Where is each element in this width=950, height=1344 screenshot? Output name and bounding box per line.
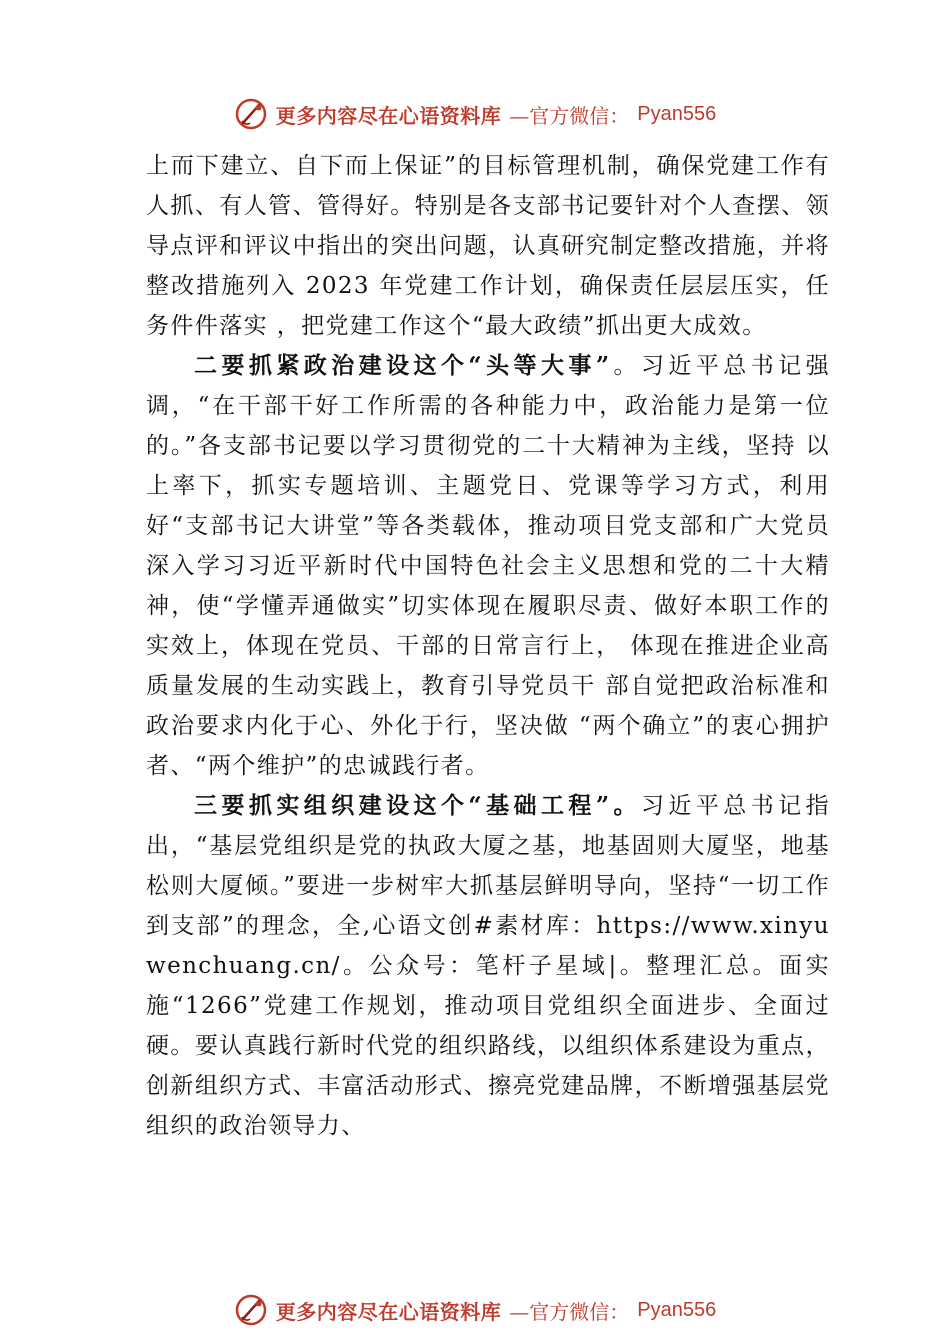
paragraph-3-lead: 三要抓实组织建设这个“基础工程”。 — [194, 792, 641, 819]
footer-watermark-wechat-id: Pyan556 — [637, 1298, 717, 1321]
document-body — [146, 146, 830, 1146]
paragraph-3 — [146, 786, 830, 1146]
paragraph-1-text: 上而下建立、自下而上保证”的目标管理机制，确保党建工作有人抓、有人管、管得好。特别是各支部书记要针对个人查摆、领导点评和评议中指出的突出问题，认真研究制定整改措施，并将整改措施列入 2023 年党建工作计划，确保责任层层压实，任务件件落实 ，把党建工作这个“最大政绩”抓出更大成效。 — [146, 153, 830, 339]
watermark-title: 更多内容尽在心语资料库 — [275, 103, 502, 128]
watermark-wechat-id: Pyan556 — [637, 102, 717, 125]
paragraph-2 — [146, 346, 830, 786]
header-watermark — [0, 94, 950, 134]
footer-watermark — [0, 1290, 950, 1330]
paragraph-2-lead: 二要抓紧政治建设这个“头等大事” — [194, 352, 611, 379]
footer-watermark-wechat-label: —官方微信： — [509, 1299, 630, 1324]
quill-seal-icon — [234, 97, 268, 131]
paragraph-3-text: 习近平总书记指出，“基层党组织是党的执政大厦之基，地基固则大厦坚，地基松则大厦倾。”要进一步树牢大抓基层鲜明导向，坚持“一切工作到支部”的理念，全,心语文创#素材库：https://www.xinyuwenchuang.cn/。公众号：笔杆子星域|。整理汇总。面实施“1266”党建工作规划，推动项目党组织全面进步、全面过硬。要认真践行新时代党的组织路线，以组织体系建设为重点，创新组织方式、丰富活动形式、擦亮党建品牌，不断增强基层党组织的政治领导力、 — [146, 793, 830, 1139]
watermark-wechat-label: —官方微信： — [509, 103, 630, 128]
paragraph-1 — [146, 146, 830, 346]
quill-seal-icon — [234, 1293, 268, 1327]
footer-watermark-title: 更多内容尽在心语资料库 — [275, 1299, 502, 1324]
paragraph-2-text: 。习近平总书记强调，“在干部干好工作所需的各种能力中，政治能力是第一位的。”各支部书记要以学习贯彻党的二十大精神为主线，坚持 以上率下，抓实专题培训、主题党日、党课等学习方式，利用好“支部书记大讲堂”等各类载体，推动项目党支部和广大党员深入学习习近平新时代中国特色社会主义思想和党的二十大精神，使“学懂弄通做实”切实体现在履职尽责、做好本职工作的实效上，体现在党员、干部的日常言行上， 体现在推进企业高质量发展的生动实践上，教育引导党员干 部自觉把政治标准和政治要求内化于心、外化于行，坚决做 “两个确立”的衷心拥护者、“两个维护”的忠诚践行者。 — [146, 353, 831, 779]
